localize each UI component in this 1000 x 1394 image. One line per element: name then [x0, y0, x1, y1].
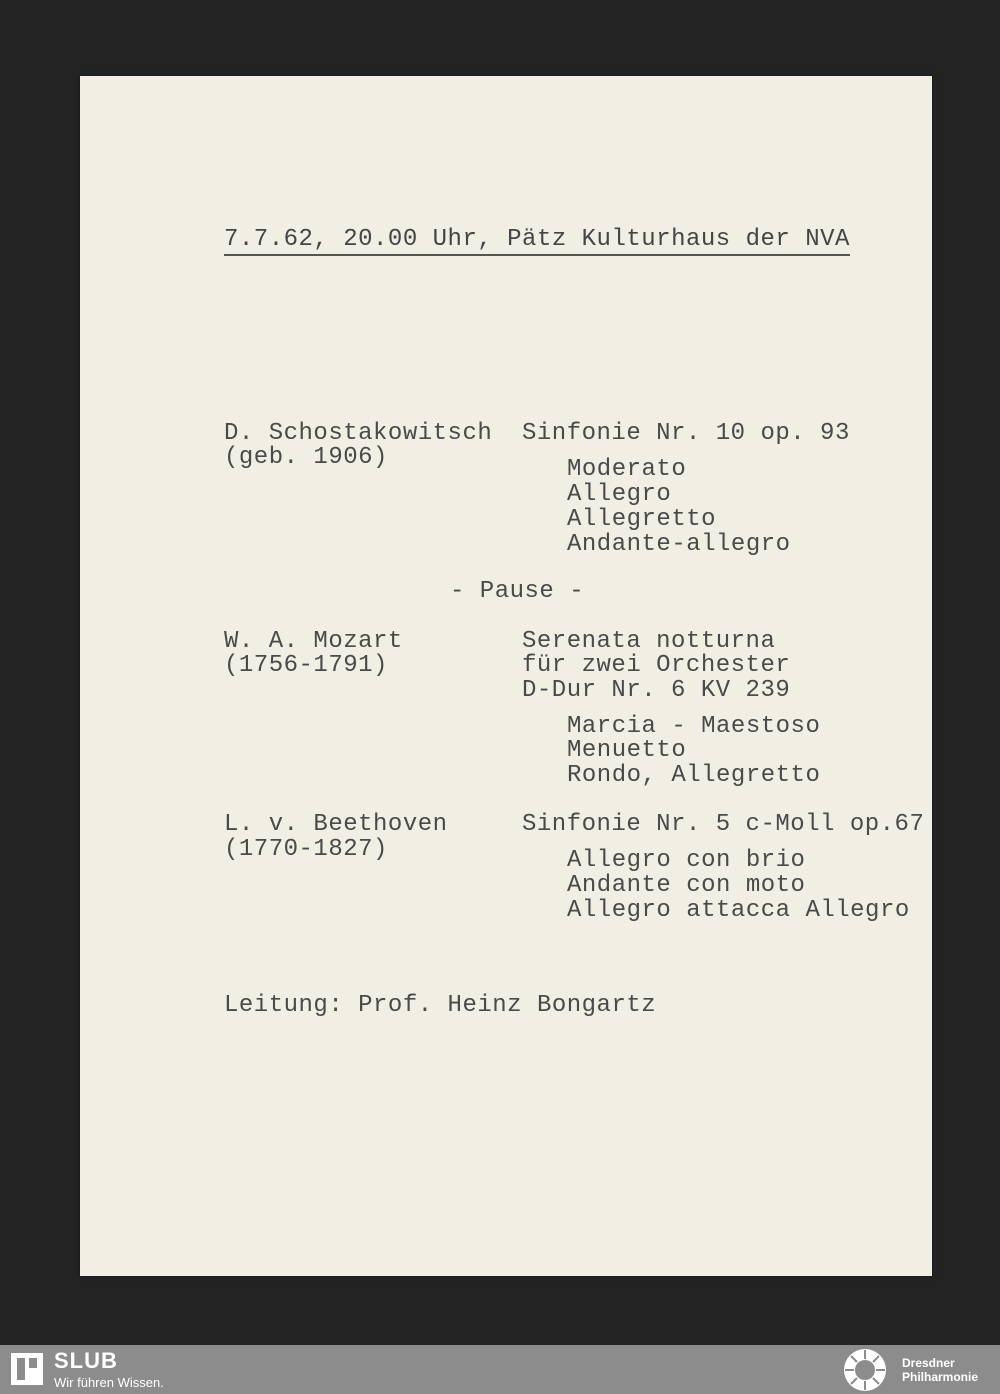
concert-date-venue-title: 7.7.62, 20.00 Uhr, Pätz Kulturhaus der NVA	[224, 228, 850, 256]
partner-name-line2: Philharmonie	[902, 1370, 979, 1384]
library-tagline: Wir führen Wissen.	[54, 1375, 164, 1390]
document-page	[80, 76, 932, 1276]
dresdner-philharmonie-logo-icon[interactable]	[842, 1348, 888, 1392]
library-name[interactable]: SLUB	[54, 1348, 118, 1373]
conductor-line: Leitung: Prof. Heinz Bongartz	[224, 992, 657, 1019]
composer-dates: (geb. 1906)	[224, 444, 388, 471]
slub-logo-icon[interactable]	[10, 1352, 44, 1386]
movement: Allegro	[567, 481, 672, 508]
composer-name: D. Schostakowitsch	[224, 420, 493, 447]
movement: Andante-allegro	[567, 531, 791, 558]
work-title: Sinfonie Nr. 5 c-Moll op.67	[522, 811, 925, 838]
work-title: Sinfonie Nr. 10 op. 93	[522, 420, 850, 447]
movement: Allegretto	[567, 506, 717, 533]
work-title: für zwei Orchester	[522, 652, 791, 679]
composer-dates: (1756-1791)	[224, 652, 388, 679]
movement: Andante con moto	[567, 872, 806, 899]
movement: Moderato	[567, 456, 687, 483]
intermission-label: - Pause -	[450, 578, 585, 605]
footer-bar	[0, 1345, 1000, 1394]
partner-name-line1: Dresdner	[902, 1356, 955, 1370]
movement: Rondo, Allegretto	[567, 762, 821, 789]
composer-name: L. v. Beethoven	[224, 811, 448, 838]
work-title: D-Dur Nr. 6 KV 239	[522, 677, 791, 704]
composer-name: W. A. Mozart	[224, 628, 403, 655]
work-title: Serenata notturna	[522, 628, 776, 655]
movement: Allegro attacca Allegro	[567, 897, 910, 924]
partner-name[interactable]	[902, 1356, 978, 1384]
movement: Allegro con brio	[567, 847, 806, 874]
movement: Marcia - Maestoso	[567, 713, 821, 740]
movement: Menuetto	[567, 737, 687, 764]
composer-dates: (1770-1827)	[224, 836, 388, 863]
